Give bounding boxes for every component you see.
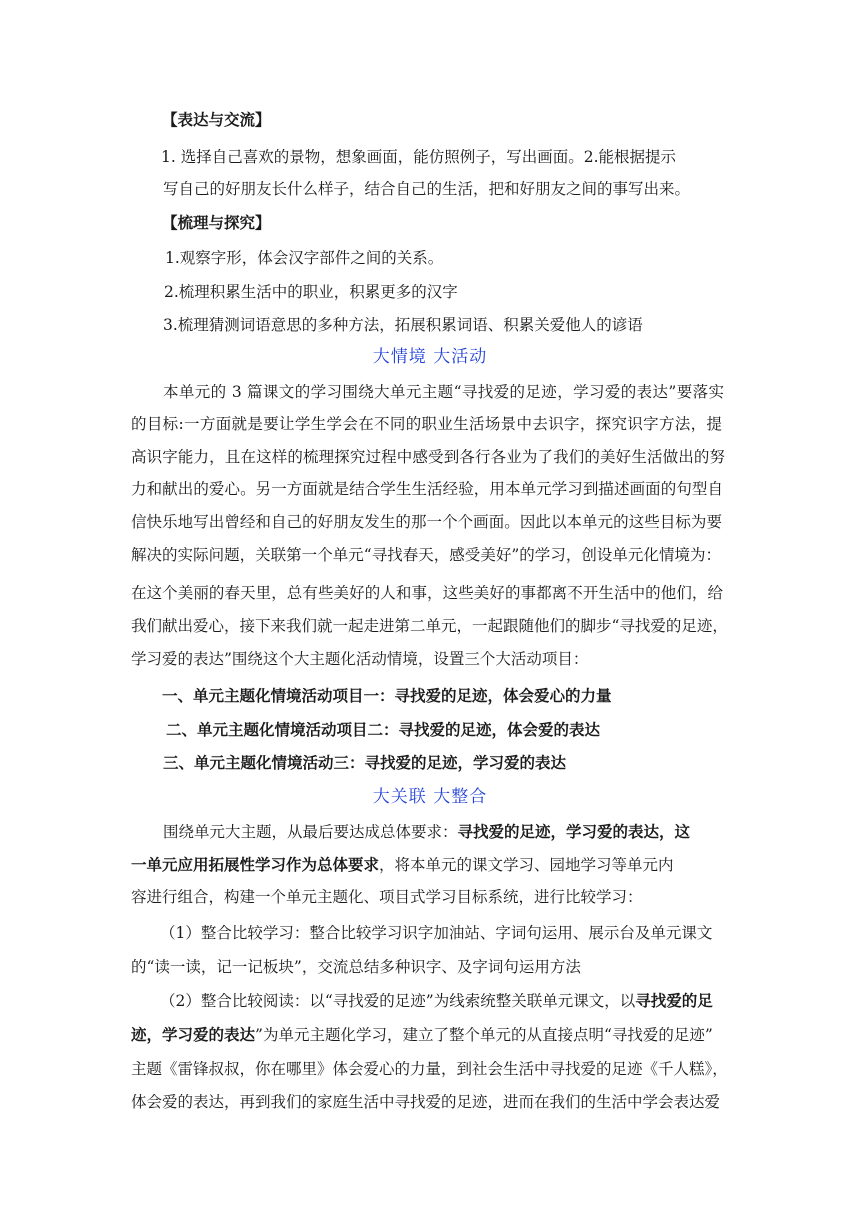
integration-p3-line2-normal: ”为单元主题化学习，建立了整个单元的从直接点明“寻找爱的足迹” [255,1026,713,1044]
integration-p3-line-3: 主题《雷锋叔叔，你在哪里》体会爱心的力量，到社会生活中寻找爱的足迹《千人糕》， [131,1060,728,1078]
integration-p3-normal: （2）整合比较阅读：以“寻找爱的足迹”为线索统整关联单元课文，以 [160,992,636,1010]
integration-p1-line-1 [163,821,690,843]
integration-p1-line-2 [131,854,674,876]
integration-p1-normal: 围绕单元大主题，从最后要达成总体要求： [163,823,458,841]
sorting-item-1: 1.观察字形，体会汉字部件之间的关系。 [165,249,444,267]
sorting-item-3: 3.梳理猜测词语意思的多种方法，拓展积累词语、积累关爱他人的谚语 [163,316,643,334]
integration-p1-line2-normal: ，将本单元的课文学习、园地学习等单元内 [379,856,674,874]
integration-p1-line2-bold: 一单元应用拓展性学习作为总体要求 [131,856,380,874]
context-line-2: 的目标:一方面就是要让学生学会在不同的职业生活场景中去识字，探究识字方法，提 [131,415,722,433]
context-line-7: 在这个美丽的春天里，总有些美好的人和事，这些美好的事都离不开生活中的他们，给 [131,584,723,602]
integration-p1-bold: 寻找爱的足迹，学习爱的表达，这 [457,823,691,841]
section-title-sorting: 【梳理与探究】 [162,214,271,232]
integration-p3-line2-bold: 迹，学习爱的表达 [131,1026,256,1044]
integration-p2-line-2: 的“读一读，记一记板块”，交流总结多种识字、及字词句运用方法 [131,958,581,976]
integration-p3-line-1 [160,990,713,1012]
integration-p3-line-4: 体会爱的表达，再到我们的家庭生活中寻找爱的足迹，进而在我们的生活中学会表达爱 [131,1093,721,1111]
integration-p3-bold: 寻找爱的足 [635,992,713,1010]
context-line-9: 学习爱的表达”围绕这个大主题化活动情境，设置三个大活动项目： [131,650,589,668]
context-line-8: 我们献出爱心，接下来我们就一起走进第二单元，一起跟随他们的脚步“寻找爱的足迹， [131,617,728,635]
context-line-4: 力和献出的爱心。另一方面就是结合学生生活经验，用本单元学习到描述画面的句型自 [131,480,723,498]
heading-integration: 大关联 大整合 [372,787,488,807]
context-line-3: 高识字能力，且在这样的梳理探究过程中感受到各行各业为了我们的美好生活做出的努 [131,448,725,466]
integration-p3-line-2 [131,1024,713,1046]
activity-item-2: 二、单元主题化情境活动项目二：寻找爱的足迹，体会爱的表达 [166,721,601,739]
integration-p2-line-1: （1）整合比较学习：整合比较学习识字加油站、字词句运用、展示台及单元课文 [160,924,713,942]
context-line-6: 解决的实际问题，关联第一个单元“寻找春天，感受美好”的学习，创设单元化情境为： [131,546,721,564]
sorting-item-2: 2.梳理积累生活中的职业，积累更多的汉字 [164,283,458,301]
expression-line-2: 写自己的好朋友长什么样子，结合自己的生活，把和好朋友之间的事写出来。 [163,180,691,198]
context-line-1: 本单元的 3 篇课文的学习围绕大单元主题“寻找爱的足迹，学习爱的表达”要落实 [163,383,724,401]
activity-item-3: 三、单元主题化情境活动三：寻找爱的足迹，学习爱的表达 [163,754,567,772]
activity-item-1: 一、单元主题化情境活动项目一：寻找爱的足迹，体会爱心的力量 [162,687,612,705]
section-title-expression: 【表达与交流】 [162,111,271,129]
heading-context: 大情境 大活动 [372,347,488,367]
context-line-5: 信快乐地写出曾经和自己的好朋友发生的那一个个画面。因此以本单元的这些目标为要 [131,513,722,531]
expression-line-1: 1. 选择自己喜欢的景物，想象画面，能仿照例子，写出画面。2.能根据提示 [161,148,677,166]
integration-p1-line-3: 容进行组合，构建一个单元主题化、项目式学习目标系统，进行比较学习： [131,888,643,906]
